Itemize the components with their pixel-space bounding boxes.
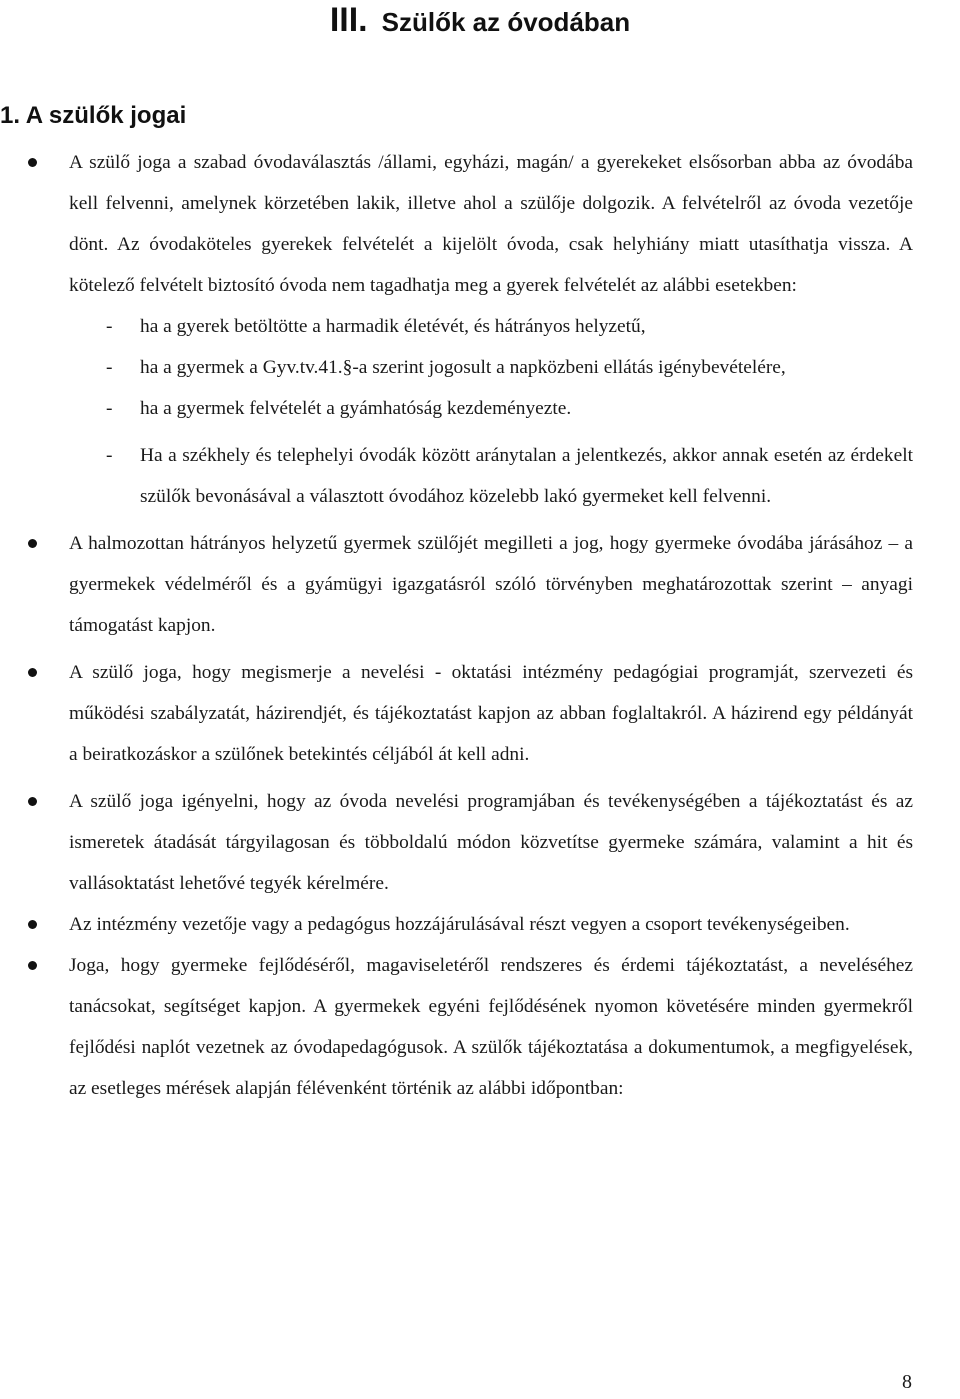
dash-icon: - [106, 445, 113, 466]
bullet-item [0, 523, 913, 646]
bullet-item [0, 142, 913, 517]
bullet-text: A szülő joga, hogy megismerje a nevelési - oktatási intézmény pedagógiai programját, szervezeti és működési szabályzatát, házirendjét, és tájékoztatást kapjon az abban foglaltakról. A házirend egy példányát a beiratkozáskor a szülőnek betekintés céljából át kell adni. [69, 662, 913, 765]
section-heading: 1. A szülők jogai [0, 102, 187, 129]
bullet-dot-icon [28, 920, 37, 929]
bullet-text: A szülő joga a szabad óvodaválasztás /állami, egyházi, magán/ a gyerekeket elsősorban abba az óvodába kell felvenni, amelynek körzetében lakik, illetve ahol a szülője dolgozik. A felvételről az óvoda vezetője dönt. Az óvodaköteles gyerekek felvételét a kijelölt óvoda, csak helyhiány miatt utasíthatja vissza. A kötelező felvételt biztosító óvoda nem tagadhatja meg a gyerek felvételét az alábbi esetekben: [69, 152, 913, 296]
bullet-dot-icon [28, 797, 37, 806]
bullet-list [0, 142, 960, 1109]
page-number: 8 [902, 1371, 912, 1393]
bullet-text: A halmozottan hátrányos helyzetű gyermek szülőjét megilleti a jog, hogy gyermeke óvodába járásához – a gyermekek védelméről és a gyámügyi igazgatásról szóló törvényben meghatározottak szerint – anyagi támogatást kapjon. [69, 533, 913, 636]
chapter-title-text: Szülők az óvodában [381, 7, 631, 37]
bullet-dot-icon [28, 668, 37, 677]
sub-list-item [69, 306, 913, 347]
bullet-item [0, 781, 913, 904]
sub-list-item-text: ha a gyermek a Gyv.tv.41.§-a szerint jogosult a napközbeni ellátás igénybevételére, [140, 357, 786, 378]
dash-icon: - [106, 316, 113, 337]
sub-list-item [69, 388, 913, 429]
dash-icon: - [106, 398, 113, 419]
chapter-title [0, 0, 960, 47]
bullet-dot-icon [28, 539, 37, 548]
sub-list [69, 306, 913, 517]
sub-list-item [69, 435, 913, 517]
sub-list-item-text: ha a gyerek betöltötte a harmadik életévét, és hátrányos helyzetű, [140, 316, 646, 337]
bullet-dot-icon [28, 961, 37, 970]
bullet-item [0, 945, 913, 1109]
dash-icon: - [106, 357, 113, 378]
bullet-item [0, 652, 913, 775]
bullet-text: Joga, hogy gyermeke fejlődéséről, magaviseletéről rendszeres és érdemi tájékoztatást, a neveléséhez tanácsokat, segítséget kapjon. A gyermekek egyéni fejlődésének nyomon követésére minden gyermekről fejlődési naplót vezetnek az óvodapedagógusok. A szülők tájékoztatása a dokumentumok, a megfigyelések, az esetleges mérések alapján félévenként történik az alábbi időpontban: [69, 955, 913, 1099]
chapter-number: III. [329, 1, 368, 39]
bullet-text: Az intézmény vezetője vagy a pedagógus hozzájárulásával részt vegyen a csoport tevékenységeiben. [69, 914, 850, 935]
sub-list-item-text: ha a gyermek felvételét a gyámhatóság kezdeményezte. [140, 398, 572, 419]
bullet-text: A szülő joga igényelni, hogy az óvoda nevelési programjában és tevékenységében a tájékoztatást és az ismeretek átadását tárgyilagosan és többoldalú módon közvetítse gyermeke számára, valamint a hit és vallásoktatást lehetővé tegyék kérelmére. [69, 791, 913, 894]
bullet-item [0, 904, 913, 945]
bullet-dot-icon [28, 158, 37, 167]
sub-list-item [69, 347, 913, 388]
sub-list-item-text: Ha a székhely és telephelyi óvodák között aránytalan a jelentkezés, akkor annak esetén az érdekelt szülők bevonásával a választott óvodához közelebb lakó gyermeket kell felvenni. [140, 445, 913, 507]
